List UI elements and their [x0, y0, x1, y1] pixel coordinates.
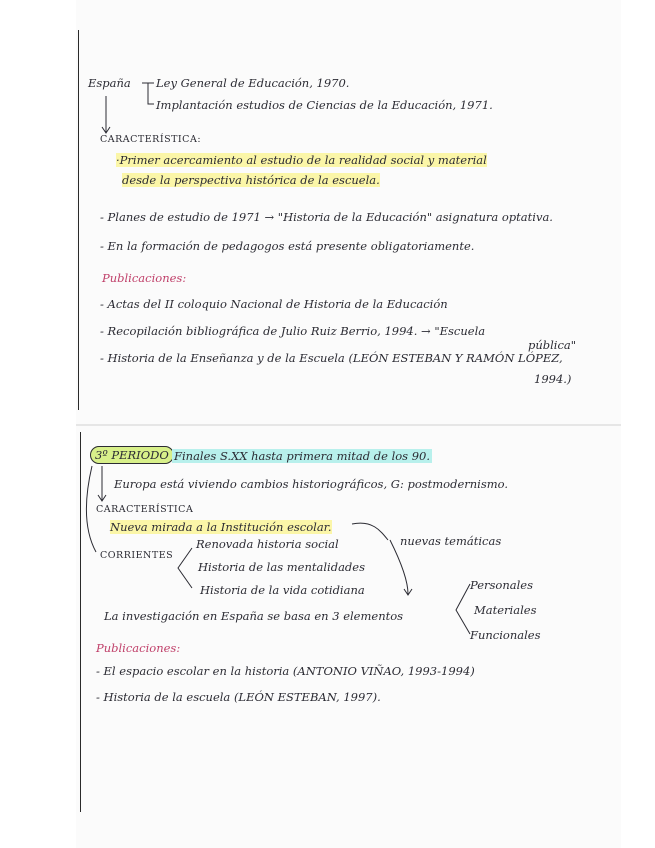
ley-general-item: Ley General de Educación, 1970.	[156, 76, 350, 90]
publication-item: - Actas del II coloquio Nacional de Historia de la Educación	[100, 297, 448, 311]
publicaciones-heading: Publicaciones:	[102, 271, 187, 285]
implantacion-item: Implantación estudios de Ciencias de la Educación, 1971.	[156, 98, 493, 112]
publication-item: - El espacio escolar en la historia (ANTONIO VIÑAO, 1993-1994)	[96, 664, 475, 678]
corriente-item: Renovada historia social	[196, 537, 339, 551]
investigacion-item: La investigación en España se basa en 3 elementos	[104, 609, 404, 623]
planes-estudio-item: - Planes de estudio de 1971 → "Historia de la Educación" asignatura optativa.	[100, 210, 553, 224]
nuevas-tematicas-note: nuevas temáticas	[400, 534, 502, 548]
publicaciones-heading: Publicaciones:	[96, 641, 181, 655]
caracteristica-heading: CARACTERÍSTICA	[96, 504, 194, 515]
corriente-item: Historia de las mentalidades	[198, 560, 365, 574]
elemento-item: Materiales	[474, 603, 537, 617]
europa-item: Europa está viviendo cambios historiográficos, G: postmodernismo.	[114, 477, 509, 491]
formacion-item: - En la formación de pedagogos está presente obligatoriamente.	[100, 239, 475, 253]
caracteristica-line-2: desde la perspectiva histórica de la escuela.	[122, 173, 380, 187]
caracteristica-heading: CARACTERÍSTICA:	[100, 134, 202, 145]
publication-item-continued: 1994.)	[534, 372, 572, 386]
publication-item: - Recopilación bibliográfica de Julio Ruiz Berrio, 1994. → "Escuela	[100, 324, 486, 338]
corriente-item: Historia de la vida cotidiana	[200, 583, 365, 597]
publication-item: - Historia de la escuela (LEÓN ESTEBAN, 1997).	[96, 690, 381, 704]
periodo-dates: Finales S.XX hasta primera mitad de los 90.	[174, 449, 431, 463]
corrientes-label: CORRIENTES	[100, 550, 174, 561]
publication-item: - Historia de la Enseñanza y de la Escuela (LEÓN ESTEBAN Y RAMÓN LÓPEZ,	[100, 351, 563, 365]
elemento-item: Funcionales	[470, 628, 541, 642]
caracteristica-line-1: ·Primer acercamiento al estudio de la realidad social y material	[116, 153, 487, 167]
publication-item-continued: pública"	[528, 338, 577, 352]
elemento-item: Personales	[470, 578, 533, 592]
espana-label: España	[88, 76, 131, 90]
nueva-mirada-item: Nueva mirada a la Institución escolar.	[110, 520, 332, 534]
periodo-badge: 3º PERIODO	[90, 446, 174, 464]
